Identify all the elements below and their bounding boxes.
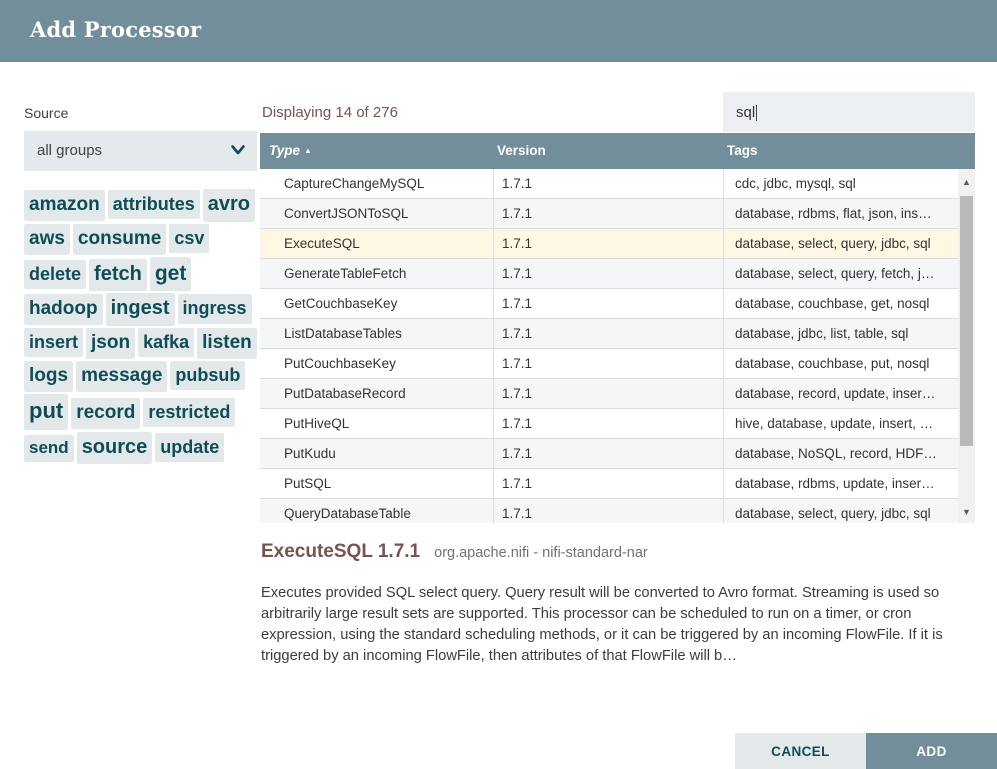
column-header-version[interactable]: Version: [497, 143, 546, 158]
scroll-up-icon[interactable]: ▲: [962, 177, 971, 187]
cell-version: 1.7.1: [502, 416, 533, 431]
scrollbar[interactable]: [958, 169, 975, 523]
source-dropdown[interactable]: [24, 131, 257, 171]
cell-type: PutKudu: [284, 446, 336, 461]
column-divider: [493, 229, 494, 258]
scrollbar-thumb[interactable]: [960, 196, 973, 446]
table-row-GenerateTableFetch[interactable]: [260, 259, 975, 289]
tag-pill-consume[interactable]: consume: [73, 224, 166, 255]
tag-pill-attributes[interactable]: attributes: [108, 190, 200, 219]
selected-processor-bundle: org.apache.nifi - nifi-standard-nar: [434, 545, 648, 561]
column-divider: [493, 409, 494, 438]
cell-type: PutSQL: [284, 476, 332, 491]
cell-tags: database, jdbc, list, table, sql: [735, 326, 909, 341]
column-divider: [493, 499, 494, 523]
chevron-down-icon: [231, 145, 245, 155]
cell-tags: hive, database, update, insert, …: [735, 416, 934, 431]
table-row-PutHiveQL[interactable]: [260, 409, 975, 439]
cell-tags: database, select, query, fetch, j…: [735, 266, 935, 281]
source-label: Source: [24, 105, 69, 121]
column-divider: [493, 169, 494, 198]
tag-pill-get[interactable]: get: [150, 257, 192, 291]
add-button[interactable]: ADD: [866, 733, 997, 769]
dialog-header: [0, 0, 997, 62]
column-divider: [493, 319, 494, 348]
cell-type: GetCouchbaseKey: [284, 296, 398, 311]
column-divider: [493, 349, 494, 378]
cell-type: ExecuteSQL: [284, 236, 360, 251]
table-body: [260, 169, 975, 523]
cell-type: ConvertJSONToSQL: [284, 206, 409, 221]
tag-pill-listen[interactable]: listen: [197, 328, 257, 359]
selected-processor-description: Executes provided SQL select query. Query result will be converted to Avro format. Streaming is used so arbitrarily large result sets are supported. This processor can be scheduled to run on a timer, or cron expression, using the standard scheduling methods, or it can be triggered by an incoming FlowFile. If it is triggered by an incoming FlowFile, then attributes of that FlowFile will b…: [261, 585, 943, 664]
column-divider: [723, 259, 724, 288]
column-divider: [723, 469, 724, 498]
cell-type: PutDatabaseRecord: [284, 386, 406, 401]
sort-asc-icon: ▲: [304, 146, 312, 155]
cell-version: 1.7.1: [502, 476, 533, 491]
cell-type: QueryDatabaseTable: [284, 506, 411, 521]
table-row-CaptureChangeMySQL[interactable]: [260, 169, 975, 199]
tag-pill-hadoop[interactable]: hadoop: [24, 294, 103, 325]
column-divider: [493, 199, 494, 228]
cell-version: 1.7.1: [502, 386, 533, 401]
cell-tags: database, select, query, jdbc, sql: [735, 236, 931, 251]
tag-pill-amazon[interactable]: amazon: [24, 190, 105, 221]
search-input[interactable]: [723, 92, 975, 132]
table-row-PutKudu[interactable]: [260, 439, 975, 469]
table-header: [260, 133, 975, 169]
tag-pill-fetch[interactable]: fetch: [89, 259, 147, 292]
column-divider: [493, 439, 494, 468]
cell-version: 1.7.1: [502, 326, 533, 341]
cell-tags: database, couchbase, put, nosql: [735, 356, 930, 371]
cell-tags: database, rdbms, update, inser…: [735, 476, 935, 491]
table-row-ConvertJSONToSQL[interactable]: [260, 199, 975, 229]
text-cursor: [756, 105, 757, 121]
tag-pill-put[interactable]: put: [24, 394, 68, 430]
tag-pill-record[interactable]: record: [71, 398, 140, 429]
column-divider: [493, 379, 494, 408]
table-row-PutDatabaseRecord[interactable]: [260, 379, 975, 409]
tag-pill-delete[interactable]: delete: [24, 260, 86, 289]
column-header-tags[interactable]: Tags: [727, 143, 758, 158]
result-count: Displaying 14 of 276: [262, 104, 398, 121]
tag-pill-restricted[interactable]: restricted: [143, 398, 235, 427]
cell-version: 1.7.1: [502, 236, 533, 251]
column-divider: [723, 289, 724, 318]
table-row-GetCouchbaseKey[interactable]: [260, 289, 975, 319]
cell-tags: cdc, jdbc, mysql, sql: [735, 176, 856, 191]
table-row-PutSQL[interactable]: [260, 469, 975, 499]
column-divider: [723, 409, 724, 438]
selected-processor-heading: [261, 541, 648, 563]
cell-tags: database, select, query, jdbc, sql: [735, 506, 931, 521]
column-header-type[interactable]: Type ▲: [269, 143, 312, 158]
column-divider: [723, 499, 724, 523]
tag-pill-kafka[interactable]: kafka: [138, 328, 194, 357]
cell-type: GenerateTableFetch: [284, 266, 407, 281]
column-divider: [493, 289, 494, 318]
tag-pill-ingest[interactable]: ingest: [106, 293, 175, 326]
cell-tags: database, NoSQL, record, HDF…: [735, 446, 937, 461]
tag-pill-message[interactable]: message: [76, 361, 167, 392]
tag-pill-pubsub[interactable]: pubsub: [170, 361, 245, 390]
column-divider: [723, 379, 724, 408]
cell-type: ListDatabaseTables: [284, 326, 402, 341]
cancel-button[interactable]: CANCEL: [735, 733, 866, 769]
processor-table: [260, 133, 975, 523]
column-divider: [723, 439, 724, 468]
cell-version: 1.7.1: [502, 206, 533, 221]
tag-pill-ingress[interactable]: ingress: [178, 294, 252, 323]
table-row-QueryDatabaseTable[interactable]: [260, 499, 975, 523]
tag-pill-insert[interactable]: insert: [24, 328, 83, 357]
cell-type: PutHiveQL: [284, 416, 350, 431]
cell-version: 1.7.1: [502, 506, 533, 521]
cell-tags: database, couchbase, get, nosql: [735, 296, 930, 311]
search-input-value: sql: [736, 104, 756, 121]
tag-pill-source[interactable]: source: [77, 432, 153, 465]
cell-version: 1.7.1: [502, 356, 533, 371]
column-divider: [723, 199, 724, 228]
cell-version: 1.7.1: [502, 446, 533, 461]
tag-cloud: [24, 189, 262, 466]
tag-pill-json[interactable]: json: [86, 328, 135, 359]
cell-version: 1.7.1: [502, 266, 533, 281]
column-divider: [493, 469, 494, 498]
dialog-title: Add Processor: [30, 17, 202, 42]
scroll-down-icon[interactable]: ▼: [962, 507, 971, 517]
tag-pill-send[interactable]: send: [24, 435, 74, 463]
cell-tags: database, rdbms, flat, json, ins…: [735, 206, 932, 221]
column-divider: [723, 349, 724, 378]
table-row-ListDatabaseTables[interactable]: [260, 319, 975, 349]
tag-pill-aws[interactable]: aws: [24, 224, 70, 255]
table-row-PutCouchbaseKey[interactable]: [260, 349, 975, 379]
cell-type: PutCouchbaseKey: [284, 356, 396, 371]
selected-processor-name: ExecuteSQL 1.7.1: [261, 541, 421, 562]
cell-tags: database, record, update, inser…: [735, 386, 936, 401]
source-dropdown-value: all groups: [37, 142, 103, 159]
column-divider: [493, 259, 494, 288]
tag-pill-csv[interactable]: csv: [169, 224, 209, 253]
column-divider: [723, 319, 724, 348]
tag-pill-logs[interactable]: logs: [24, 361, 73, 392]
cell-version: 1.7.1: [502, 176, 533, 191]
cell-type: CaptureChangeMySQL: [284, 176, 425, 191]
column-divider: [723, 169, 724, 198]
tag-pill-avro[interactable]: avro: [203, 189, 255, 222]
table-row-ExecuteSQL[interactable]: [260, 229, 975, 259]
cell-version: 1.7.1: [502, 296, 533, 311]
tag-pill-update[interactable]: update: [155, 433, 224, 462]
column-divider: [723, 229, 724, 258]
